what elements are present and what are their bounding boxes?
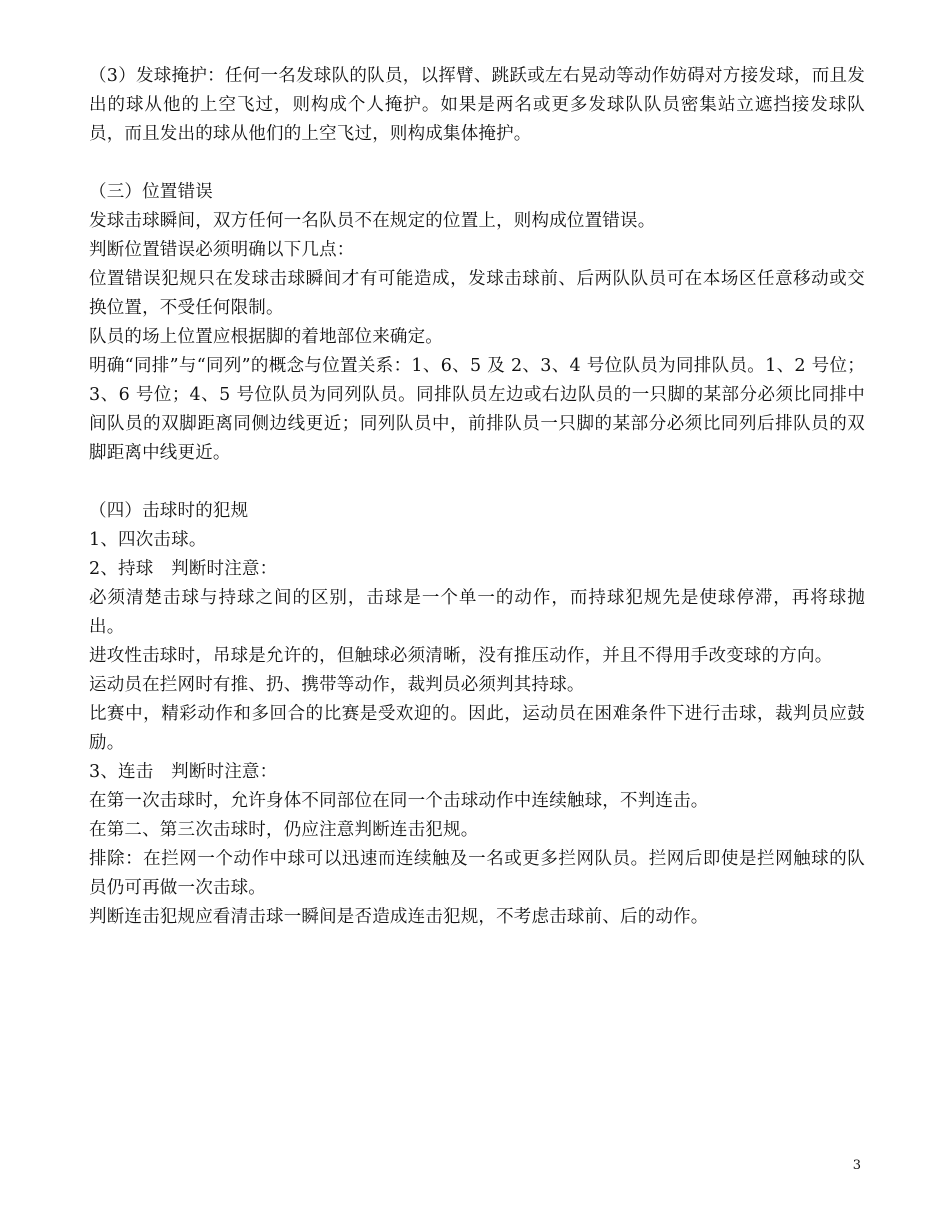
paragraph: 位置错误犯规只在发球击球瞬间才有可能造成，发球击球前、后两队队员可在本场区任意移动或交换位置，不受任何限制。 [89, 269, 865, 318]
paragraph: 进攻性击球时，吊球是允许的，但触球必须清晰，没有推压动作，并且不得用手改变球的方向。 [89, 646, 833, 666]
paragraph: 比赛中，精彩动作和多回合的比赛是受欢迎的。因此，运动员在困难条件下进行击球，裁判员应鼓励。 [89, 704, 865, 753]
paragraph: 排除：在拦网一个动作中球可以迅速而连续触及一名或更多拦网队员。拦网后即使是拦网触球的队员仍可再做一次击球。 [89, 849, 865, 898]
paragraph: 判断位置错误必须明确以下几点： [89, 240, 355, 260]
paragraph: 必须清楚击球与持球之间的区别，击球是一个单一的动作，而持球犯规先是使球停滞，再将球抛出。 [89, 588, 865, 637]
paragraph: 在第一次击球时，允许身体不同部位在同一个击球动作中连续触球，不判连击。 [89, 791, 709, 811]
list-item: 2、持球 判断时注意： [89, 559, 278, 579]
paragraph-serve-screen: （3）发球掩护：任何一名发球队的队员，以挥臂、跳跃或左右晃动等动作妨碍对方接发球，而且发出的球从他的上空飞过，则构成个人掩护。如果是两名或更多发球队队员密集站立遮挡接发球队员，而且发出的球从他们的上空飞过，则构成集体掩护。 [89, 66, 865, 144]
page-number: 3 [852, 1158, 861, 1173]
paragraph: 在第二、第三次击球时，仍应注意判断连击犯规。 [89, 820, 479, 840]
list-item: 1、四次击球。 [89, 530, 207, 550]
paragraph: 判断连击犯规应看清击球一瞬间是否造成连击犯规，不考虑击球前、后的动作。 [89, 907, 709, 927]
paragraph: 发球击球瞬间，双方任何一名队员不在规定的位置上，则构成位置错误。 [89, 211, 656, 231]
paragraph: 运动员在拦网时有推、扔、携带等动作，裁判员必须判其持球。 [89, 675, 585, 695]
section-heading-position-fault: （三）位置错误 [89, 182, 213, 202]
document-body [89, 62, 865, 932]
paragraph: 明确“同排”与“同列”的概念与位置关系：1、6、5 及 2、3、4 号位队员为同排队员。1、2 号位；3、6 号位；4、5 号位队员为同列队员。同排队员左边或右边队员的一只脚的某部分必须比同排中间队员的双脚距离同侧边线更近；同列队员中，前排队员一只脚的某部分必须比同列后排队员的双脚距离中线更近。 [89, 356, 865, 463]
section-heading-hitting-faults: （四）击球时的犯规 [89, 501, 249, 521]
paragraph-spacer [89, 149, 865, 178]
paragraph: 队员的场上位置应根据脚的着地部位来确定。 [89, 327, 443, 347]
paragraph-spacer [89, 468, 865, 497]
list-item: 3、连击 判断时注意： [89, 762, 278, 782]
